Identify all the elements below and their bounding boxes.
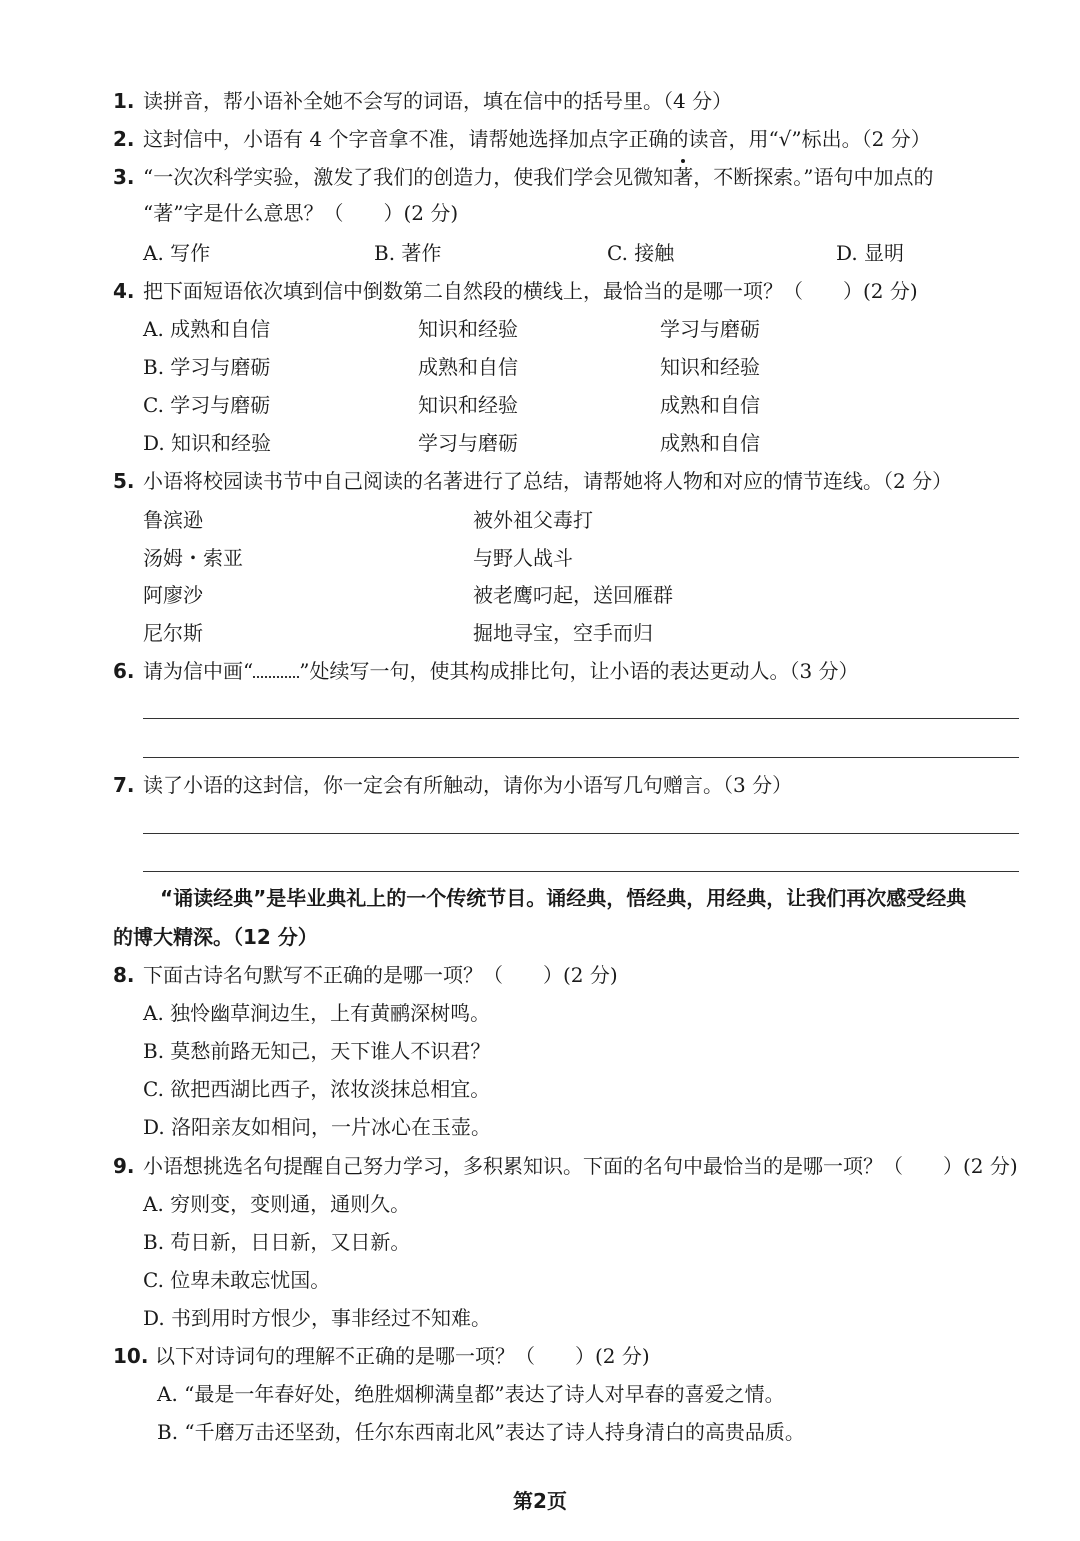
- option-cell: 成熟和自信: [660, 393, 760, 417]
- question-text: 以下对诗词句的理解不正确的是哪一项？（ ）(2 分): [155, 1344, 650, 1368]
- option: A. 穷则变，变则通，通则久。: [143, 1192, 411, 1216]
- question-text: 这封信中，小语有 4 个字音拿不准，请帮她选择加点字正确的读音，用“√”标出。（2 分）: [143, 127, 931, 151]
- question-text-part: ，不断探索。”语句中加点的: [693, 165, 934, 189]
- option: B. 著作: [374, 241, 442, 265]
- option: C. 欲把西湖比西子，浓妆淡抹总相宜。: [143, 1077, 491, 1101]
- character-name: 鲁滨逊: [143, 508, 203, 532]
- question-text: 把下面短语依次填到信中倒数第二自然段的横线上，最恰当的是哪一项？（ ）(2 分): [143, 279, 918, 303]
- option-cell: 成熟和自信: [660, 431, 760, 455]
- question-number: 7.: [113, 773, 135, 797]
- wavy-underline-mark: [253, 658, 299, 678]
- question-number: 8.: [113, 963, 135, 987]
- question-number: 4.: [113, 279, 135, 303]
- question-text: 下面古诗名句默写不正确的是哪一项？（ ）(2 分): [143, 963, 618, 987]
- character-name: 汤姆・索亚: [143, 546, 243, 570]
- question-number: 10.: [113, 1344, 149, 1368]
- character-name: 尼尔斯: [143, 621, 203, 645]
- answer-line[interactable]: [143, 757, 1019, 758]
- dotted-character: 著: [673, 165, 694, 189]
- character-name: 阿廖沙: [143, 583, 203, 607]
- option: D. 书到用时方恨少，事非经过不知难。: [143, 1306, 492, 1330]
- plot-item: 与野人战斗: [473, 546, 573, 570]
- option-cell: C. 学习与磨砺: [143, 393, 271, 417]
- question-text-continued: “著”字是什么意思？（ ）(2 分): [143, 201, 459, 225]
- question-number: 9.: [113, 1154, 135, 1178]
- option-cell: 学习与磨砺: [660, 317, 760, 341]
- option-cell: 知识和经验: [660, 355, 760, 379]
- option-cell: 学习与磨砺: [418, 431, 518, 455]
- option: C. 接触: [607, 241, 675, 265]
- question-text: 读拼音，帮小语补全她不会写的词语，填在信中的括号里。（4 分）: [143, 89, 733, 113]
- option: D. 洛阳亲友如相问，一片冰心在玉壶。: [143, 1115, 492, 1139]
- question-text-part: ”处续写一句，使其构成排比句，让小语的表达更动人。（3 分）: [299, 659, 859, 683]
- option: B. 苟日新，日日新，又日新。: [143, 1230, 411, 1254]
- question-text: 小语想挑选名句提醒自己努力学习，多积累知识。下面的名句中最恰当的是哪一项？（ ）(2 分): [143, 1154, 1018, 1178]
- question-number: 3.: [113, 165, 135, 189]
- option-cell: A. 成熟和自信: [143, 317, 271, 341]
- option: D. 显明: [836, 241, 905, 265]
- option-cell: 成熟和自信: [418, 355, 518, 379]
- question-text-part: 请为信中画“: [143, 659, 254, 683]
- option-cell: B. 学习与磨砺: [143, 355, 271, 379]
- option: C. 位卑未敢忘忧国。: [143, 1268, 331, 1292]
- question-text-part: “一次次科学实验，激发了我们的创造力，使我们学会见微知: [143, 165, 674, 189]
- question-number: 5.: [113, 469, 135, 493]
- page-number: 第2页: [513, 1489, 567, 1513]
- answer-line[interactable]: [143, 871, 1019, 872]
- option-cell: 知识和经验: [418, 317, 518, 341]
- section-intro: “诵读经典”是毕业典礼上的一个传统节目。诵经典，悟经典，用经典，让我们再次感受经典: [160, 886, 967, 910]
- question-number: 1.: [113, 89, 135, 113]
- option-cell: D. 知识和经验: [143, 431, 272, 455]
- question-text: [143, 164, 933, 190]
- option: B. “千磨万击还坚劲，任尔东西南北风”表达了诗人持身清白的高贵品质。: [157, 1420, 805, 1444]
- section-intro-continued: 的博大精深。（12 分）: [113, 925, 318, 949]
- option: A. 独怜幽草涧边生，上有黄鹂深树鸣。: [143, 1001, 491, 1025]
- answer-line[interactable]: [143, 833, 1019, 834]
- question-text: 小语将校园读书节中自己阅读的名著进行了总结，请帮她将人物和对应的情节连线。（2 分）: [143, 469, 953, 493]
- plot-item: 被外祖父毒打: [473, 508, 593, 532]
- question-text: 读了小语的这封信，你一定会有所触动，请你为小语写几句赠言。（3 分）: [143, 773, 793, 797]
- option: A. 写作: [143, 241, 211, 265]
- question-number: 6.: [113, 659, 135, 683]
- answer-line[interactable]: [143, 718, 1019, 719]
- plot-item: 被老鹰叼起，送回雁群: [473, 583, 673, 607]
- option-cell: 知识和经验: [418, 393, 518, 417]
- question-number: 2.: [113, 127, 135, 151]
- option: B. 莫愁前路无知己，天下谁人不识君？: [143, 1039, 491, 1063]
- option: A. “最是一年春好处，绝胜烟柳满皇都”表达了诗人对早春的喜爱之情。: [157, 1382, 785, 1406]
- plot-item: 掘地寻宝，空手而归: [473, 621, 653, 645]
- question-text: [143, 658, 859, 684]
